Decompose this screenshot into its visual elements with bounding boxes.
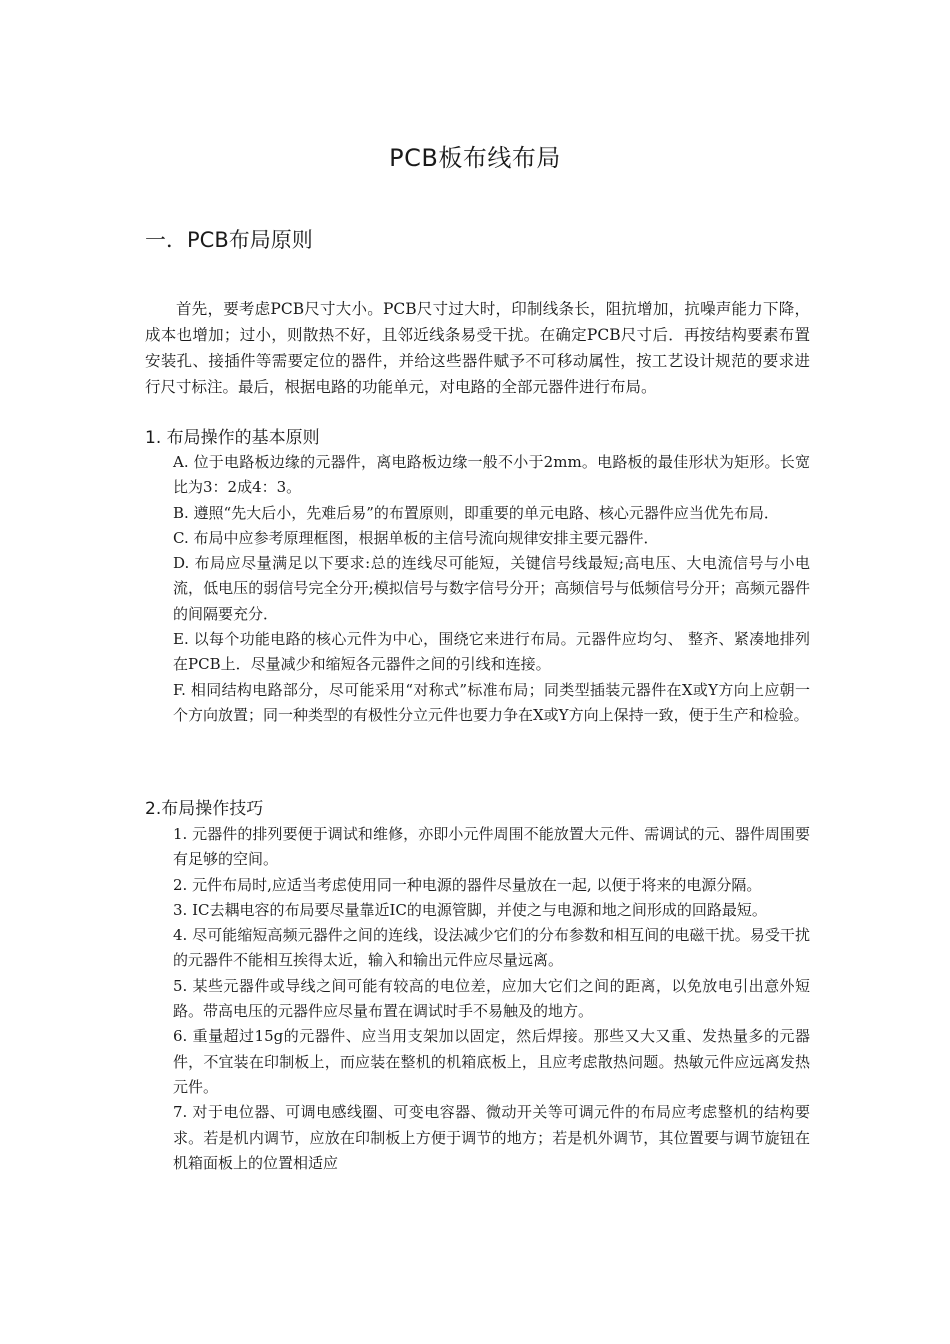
list-item: E. 以每个功能电路的核心元件为中心，围绕它来进行布局。元器件应均匀、 整齐、紧凑地排列在PCB上．尽量减少和缩短各元器件之间的引线和连接。 <box>173 630 810 674</box>
list-item: D. 布局应尽量满足以下要求:总的连线尽可能短，关键信号线最短;高电压、大电流信号与小电流，低电压的弱信号完全分开;模拟信号与数字信号分开；高频信号与低频信号分开；高频元器件的间隔要充分． <box>173 554 810 623</box>
basic-principles-list <box>173 450 810 728</box>
layout-techniques-list <box>173 822 810 1176</box>
list-item: C. 布局中应参考原理框图，根据单板的主信号流向规律安排主要元器件． <box>173 528 659 547</box>
subheading-basic-principles: 1. 布局操作的基本原则 <box>145 428 320 448</box>
list-item: 6. 重量超过15g的元器件、应当用支架加以固定，然后焊接。那些又大又重、发热量多的元器件，不宜装在印制板上，而应装在整机的机箱底板上，且应考虑散热问题。热敏元件应远离发热元件。 <box>173 1027 810 1096</box>
document-title: PCB板布线布局 <box>389 144 561 172</box>
list-item: 3. IC去耦电容的布局要尽量靠近IC的电源管脚，并使之与电源和地之间形成的回路最短。 <box>173 900 767 919</box>
list-item: 2. 元件布局时,应适当考虑使用同一种电源的器件尽量放在一起, 以便于将来的电源分隔。 <box>173 875 762 894</box>
list-item: A. 位于电路板边缘的元器件，离电路板边缘一般不小于2mm。电路板的最佳形状为矩形。长宽比为3：2成4：3。 <box>173 453 810 497</box>
intro-paragraph: 首先，要考虑PCB尺寸大小。PCB尺寸过大时，印制线条长，阻抗增加，抗噪声能力下降，成本也增加；过小，则散热不好，且邻近线条易受干扰。在确定PCB尺寸后．再按结构要素布置安装孔、接插件等需要定位的器件，并给这些器件赋予不可移动属性，按工艺设计规范的要求进行尺寸标注。最后，根据电路的功能单元，对电路的全部元器件进行布局。 <box>145 300 810 396</box>
subheading-layout-techniques: 2.布局操作技巧 <box>145 799 264 819</box>
list-item: 5. 某些元器件或导线之间可能有较高的电位差，应加大它们之间的距离，以免放电引出意外短路。带高电压的元器件应尽量布置在调试时手不易触及的地方。 <box>173 976 810 1021</box>
section-heading-layout-principles: 一．PCB布局原则 <box>145 228 313 252</box>
list-item: 1. 元器件的排列要便于调试和维修，亦即小元件周围不能放置大元件、需调试的元、器件周围要有足够的空间。 <box>173 825 810 869</box>
list-item: B. 遵照“先大后小，先难后易”的布置原则，即重要的单元电路、核心元器件应当优先布局． <box>173 503 779 522</box>
list-item: 4. 尽可能缩短高频元器件之间的连线，设法减少它们的分布参数和相互间的电磁干扰。易受干扰的元器件不能相互挨得太近，输入和输出元件应尽量远离。 <box>173 926 810 970</box>
list-item: F. 相同结构电路部分，尽可能采用“对称式”标准布局；同类型插装元器件在X或Y方向上应朝一个方向放置；同一种类型的有极性分立元件也要力争在X或Y方向上保持一致，便于生产和检验。 <box>173 680 810 724</box>
list-item: 7. 对于电位器、可调电感线圈、可变电容器、微动开关等可调元件的布局应考虑整机的结构要求。若是机内调节，应放在印制板上方便于调节的地方；若是机外调节，其位置要与调节旋钮在机箱面板上的位置相适应 <box>173 1103 810 1172</box>
